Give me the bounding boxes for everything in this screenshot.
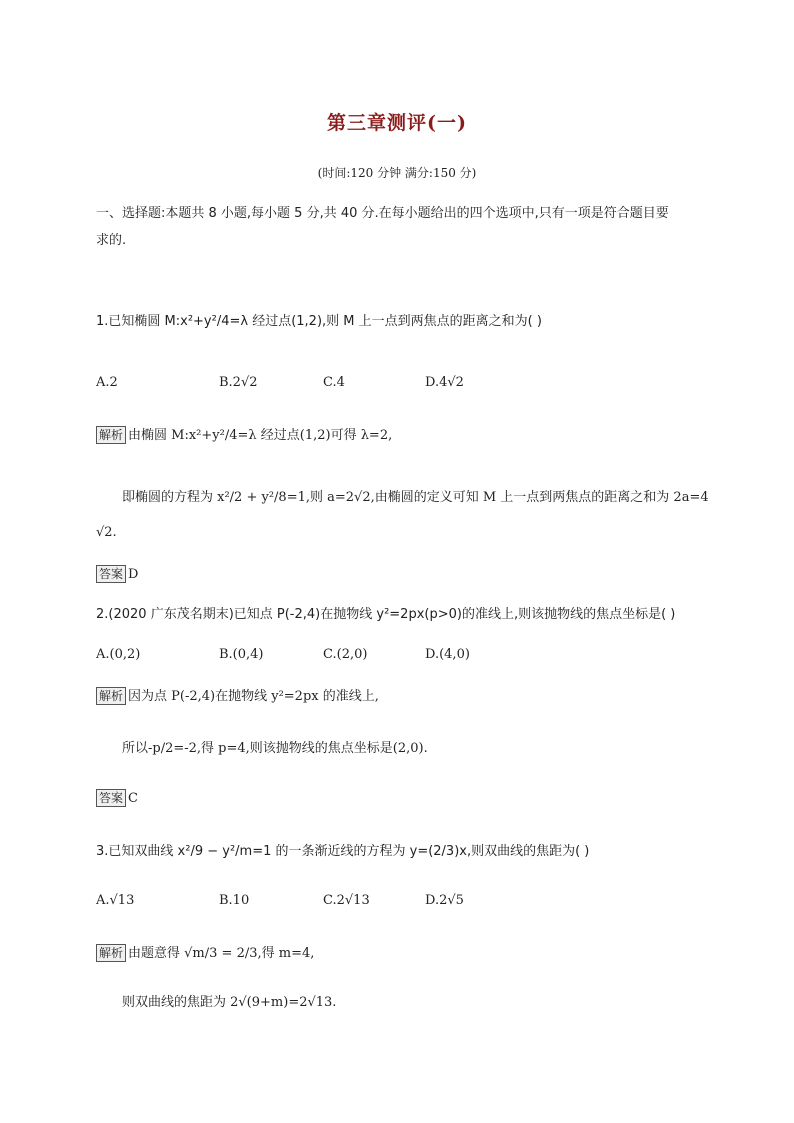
- q1-answer: D: [128, 567, 139, 582]
- q3-option-a: A.√13: [96, 893, 135, 908]
- analysis-tag: 解析: [96, 687, 126, 705]
- question-1-stem: 1.已知椭圆 M:x²+y²/4=λ 经过点(1,2),则 M 上一点到两焦点的距离之和为( ): [96, 314, 542, 329]
- q2-option-d: D.(4,0): [425, 647, 470, 662]
- q3-option-b: B.10: [219, 893, 250, 908]
- question-3-stem: 3.已知双曲线 x²/9 − y²/m=1 的一条渐近线的方程为 y=(2/3)x,则双曲线的焦距为( ): [96, 844, 590, 859]
- q3-analysis-row: [96, 944, 314, 964]
- q1-answer-row: [96, 565, 138, 585]
- q2-option-a: A.(0,2): [96, 647, 141, 662]
- q3-analysis-line1: 由题意得 √m/3 = 2/3,得 m=4,: [128, 946, 315, 961]
- q1-option-d: D.4√2: [425, 375, 464, 390]
- q1-analysis-line1: 由椭圆 M:x²+y²/4=λ 经过点(1,2)可得 λ=2,: [128, 428, 393, 443]
- q3-analysis-line2: 则双曲线的焦距为 2√(9+m)=2√13.: [122, 995, 337, 1010]
- q1-option-b: B.2√2: [219, 375, 258, 390]
- q1-option-c: C.4: [323, 375, 345, 390]
- analysis-tag: 解析: [96, 944, 126, 962]
- section-heading-line1: 一、选择题:本题共 8 小题,每小题 5 分,共 40 分.在每小题给出的四个选项中,只有一项是符合题目要: [96, 206, 669, 221]
- q1-option-a: A.2: [96, 375, 118, 390]
- q2-analysis-line2: 所以-p/2=-2,得 p=4,则该抛物线的焦点坐标是(2,0).: [122, 741, 428, 756]
- question-2-stem: 2.(2020 广东茂名期末)已知点 P(-2,4)在抛物线 y²=2px(p>0)的准线上,则该抛物线的焦点坐标是( ): [96, 607, 676, 622]
- q2-analysis-row: [96, 687, 379, 707]
- analysis-tag: 解析: [96, 426, 126, 444]
- q2-analysis-line1: 因为点 P(-2,4)在抛物线 y²=2px 的准线上,: [128, 689, 379, 704]
- exam-time-info: (时间:120 分钟 满分:150 分): [317, 166, 477, 180]
- q1-analysis-row: [96, 426, 392, 446]
- q2-answer-row: [96, 789, 138, 809]
- page-title: 第三章测评(一): [327, 112, 467, 134]
- q1-analysis-line2: 即椭圆的方程为 x²/2 + y²/8=1,则 a=2√2,由椭圆的定义可知 M 上一点到两焦点的距离之和为 2a=4: [122, 490, 709, 505]
- answer-tag: 答案: [96, 565, 126, 583]
- q3-option-d: D.2√5: [425, 893, 464, 908]
- q2-option-c: C.(2,0): [323, 647, 368, 662]
- q2-answer: C: [128, 791, 138, 806]
- q3-option-c: C.2√13: [323, 893, 370, 908]
- section-heading-line2: 求的.: [96, 233, 127, 248]
- answer-tag: 答案: [96, 789, 126, 807]
- q2-option-b: B.(0,4): [219, 647, 264, 662]
- q1-analysis-line3: √2.: [96, 525, 117, 540]
